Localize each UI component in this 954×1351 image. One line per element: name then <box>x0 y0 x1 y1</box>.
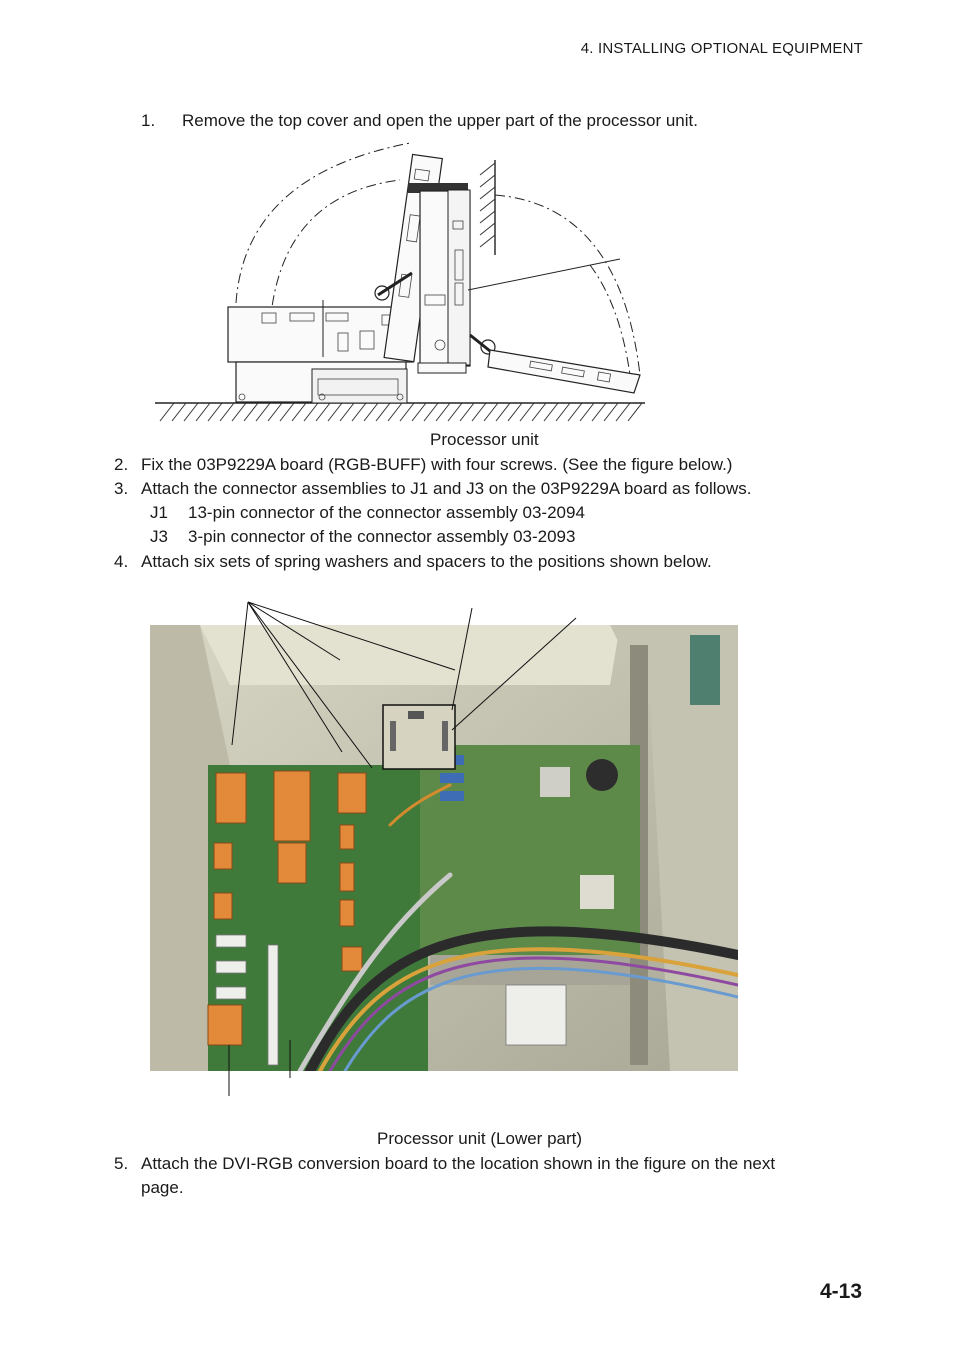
step-4-number: 4. <box>114 552 129 571</box>
step-3-text: Attach the connector assemblies to J1 and J3 on the 03P9229A board as follows. <box>141 479 752 498</box>
connector-j1-id: J1 <box>150 503 168 522</box>
page-number: 4-13 <box>819 1280 862 1303</box>
step-4-text: Attach six sets of spring washers and spacers to the positions shown below. <box>141 552 712 571</box>
step-1-number: 1. <box>141 111 156 130</box>
figure-2-leader-lines <box>0 590 954 1110</box>
section-header: 4. INSTALLING OPTIONAL EQUIPMENT <box>580 40 863 57</box>
step-4 <box>114 551 712 573</box>
step-3 <box>114 478 752 500</box>
step-2-text: Fix the 03P9229A board (RGB-BUFF) with four screws. (See the figure below.) <box>141 455 733 474</box>
figure-1-caption: Processor unit <box>430 430 539 449</box>
step-5-text: Attach the DVI-RGB conversion board to the location shown in the figure on the next <box>141 1154 776 1173</box>
connector-j3 <box>150 526 575 548</box>
step-1-text: Remove the top cover and open the upper part of the processor unit. <box>182 111 698 130</box>
step-3-number: 3. <box>114 479 129 498</box>
connector-j1 <box>150 502 585 524</box>
connector-j1-text: 13-pin connector of the connector assembly 03-2094 <box>188 503 585 522</box>
step-5 <box>114 1153 775 1175</box>
step-2 <box>114 454 732 476</box>
step-1 <box>141 110 698 132</box>
figure-2-caption: Processor unit (Lower part) <box>377 1129 583 1148</box>
connector-j3-id: J3 <box>150 527 168 546</box>
processor-unit-diagram <box>150 135 650 430</box>
step-2-number: 2. <box>114 455 129 474</box>
connector-j3-text: 3-pin connector of the connector assembly 03-2093 <box>188 527 576 546</box>
step-5-continuation: page. <box>141 1178 184 1197</box>
step-5-number: 5. <box>114 1154 129 1173</box>
